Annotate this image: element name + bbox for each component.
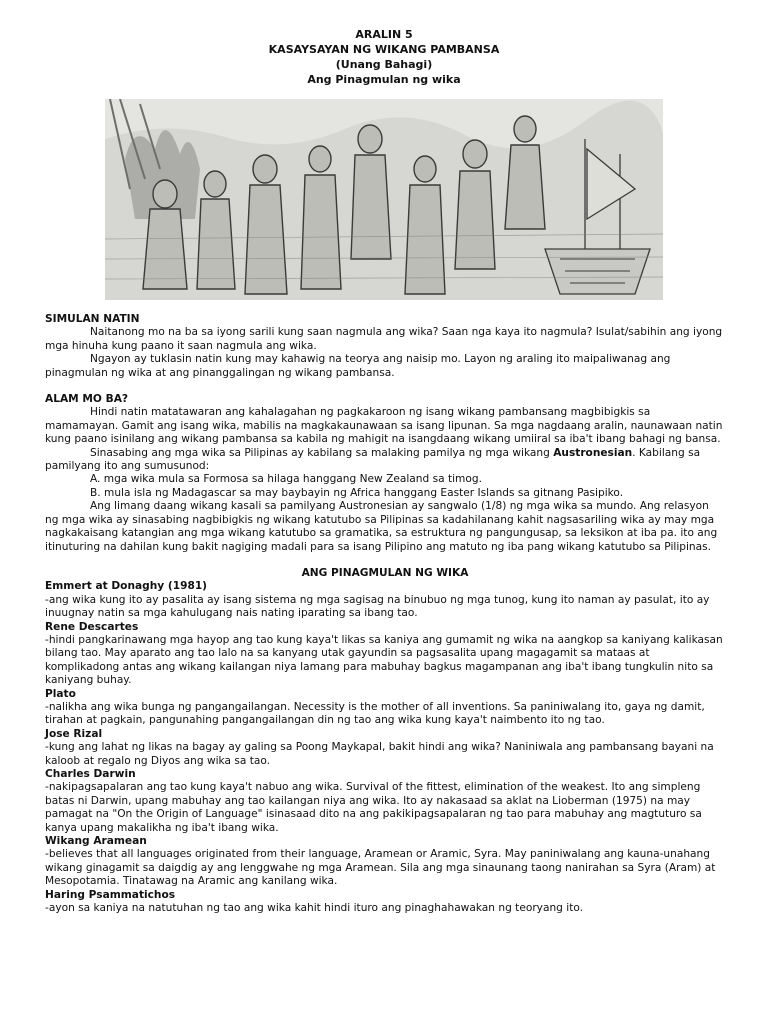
- entry-text: -nakipagsapalaran ang tao kung kaya't nabuo ang wika. Survival of the fittest, elimination of the weakest. Ito ang simpleng batas ni Darwin, upang mabuhay ang tao kailangan niya ang wika. Ito ay nakasaad sa aklat na Lioberman (1975) na may pamagat na "On the Origin of Language" isinasaad dito na ang pakikipagsapalaran ng tao para mabuhay ang magtuturo sa kanya upang makalikha ng iba't ibang wika.: [45, 781, 702, 834]
- paragraph-text: Sinasabing ang mga wika sa Pilipinas ay kabilang sa malaking pamilya ng mga wikang: [90, 446, 554, 459]
- lesson-number: ARALIN 5: [355, 28, 413, 41]
- entry-name: Jose Rizal: [45, 727, 103, 740]
- entry-text: -kung ang lahat ng likas na bagay ay galing sa Poong Maykapal, bakit hindi ang wika? Naniniwala ang pambansang bayani na kaloob at regalo ng Diyos ang wika sa tao.: [45, 741, 714, 767]
- paragraph: [45, 447, 725, 474]
- entry-text: -believes that all languages originated from their language, Aramean or Aramic, Syra. May paniniwalang ang kauna-unahang wikang ginagamit sa daigdig ay ang lenggwahe ng mga Aramean. Sila ang mga sinaunang taong nanirahan sa Syra (Aram) at Mesopotamia. Tinatawag na Aramic ang kanilang wika.: [45, 848, 716, 888]
- entry-name: Charles Darwin: [45, 768, 136, 780]
- entry-name: Haring Psammatichos: [45, 888, 176, 901]
- paragraph: Ang limang daang wikang kasali sa pamilyang Austronesian ay sangwalo (1/8) ng mga wika sa mundo. Ang relasyon ng mga wika ay sinasabing nagbibigkis ng wikang katutubo sa Pilipinas sa kadahilanang kahit nagsasariling wika ay may mga nagkakaisang katangian ang mga wikang katutubo sa gramatika, sa estruktura ng pangungusap, sa leksikon at iba pa. ito ang itinuturing na dahilan kung bakit nagiging madali para sa isang Pilipino ang matuto ng iba pang wikang katutubo sa Pilipinas.: [45, 500, 718, 553]
- historical-illustration: [105, 99, 663, 300]
- paragraph: Naitanong mo na ba sa iyong sarili kung saan nagmula ang wika? Saan nga kaya ito nagmula? Isulat/sabihin ang iyong mga hinuha kung paano it saan nagmula ang wika.: [45, 326, 723, 352]
- lesson-part: (Unang Bahagi): [335, 58, 433, 71]
- section-heading-pinagmulan: ANG PINAGMULAN NG WIKA: [301, 566, 469, 579]
- paragraph: Hindi natin matatawaran ang kahalagahan ng pagkakaroon ng isang wikang pambansang magbibigkis sa mamamayan. Gamit ang isang wika, mabilis na magkakaunawaan sa isang lipunan. Sa mga nagdaang aralin, naunawaan natin kung paano isinilang ang wikang pambansa sa kabila ng mahigit na isangdaang wikang umiiral sa iba't ibang bahagi ng bansa.: [45, 406, 723, 446]
- section-heading-simulan: SIMULAN NATIN: [45, 313, 140, 325]
- entry-text: -nalikha ang wika bunga ng pangangailangan. Necessity is the mother of all inventions. Sa paniniwalang ito, gaya ng damit, tirahan at pagkain, pangunahing pangangailangan din ng tao ang wika kung kaya't naimbento ito ng tao.: [45, 700, 705, 727]
- entry-name: Plato: [45, 687, 76, 700]
- lesson-subtitle: Ang Pinagmulan ng wika: [307, 73, 461, 86]
- list-item: B. mula isla ng Madagascar sa may baybayin ng Africa hanggang Easter Islands sa gitnang Pasipiko.: [90, 486, 624, 499]
- entry-text: -ang wika kung ito ay pasalita ay isang sistema ng mga sagisag na binubuo ng mga tunog, kung ito naman ay pasulat, ito ay inuugnay natin sa mga kahulugang nais nating iparating sa ibang tao.: [45, 593, 710, 620]
- entry-name: Rene Descartes: [45, 620, 139, 633]
- document-body: [45, 313, 725, 915]
- paragraph: Ngayon ay tuklasin natin kung may kahawig na teorya ang naisip mo. Layon ng araling ito maipaliwanag ang pinagmulan ng wika at ang pinanggalingan ng wikang pambansa.: [45, 353, 671, 379]
- entry-text: -hindi pangkarinawang mga hayop ang tao kung kaya't likas sa kaniya ang gumamit ng wika na aangkop sa kaniyang kalikasan bilang tao. May aparato ang tao lalo na sa kanyang utak gayundin sa pagsasalita upang magagamit sa mataas at komplikadong antas ang wikang kailangan niya lamang para mabuhay bagkus magampanan ang iba't ibang tungkulin nito sa kaniyang buhay.: [45, 633, 723, 687]
- bold-term: Austronesian: [553, 446, 633, 459]
- lesson-title-block: [0, 27, 768, 87]
- list-item: A. mga wika mula sa Formosa sa hilaga hanggang New Zealand sa timog.: [90, 473, 482, 486]
- paragraph-text: . Kabilang sa pamilyang ito ang sumusunod:: [45, 446, 701, 473]
- section-heading-alam: ALAM MO BA?: [45, 393, 129, 406]
- lesson-title: KASAYSAYAN NG WIKANG PAMBANSA: [268, 43, 500, 56]
- entry-name: Wikang Aramean: [45, 835, 147, 848]
- entry-text: -ayon sa kaniya na natutuhan ng tao ang wika kahit hindi ituro ang pinaghahawakan ng teoryang ito.: [45, 902, 584, 915]
- entry-name: Emmert at Donaghy (1981): [45, 580, 208, 593]
